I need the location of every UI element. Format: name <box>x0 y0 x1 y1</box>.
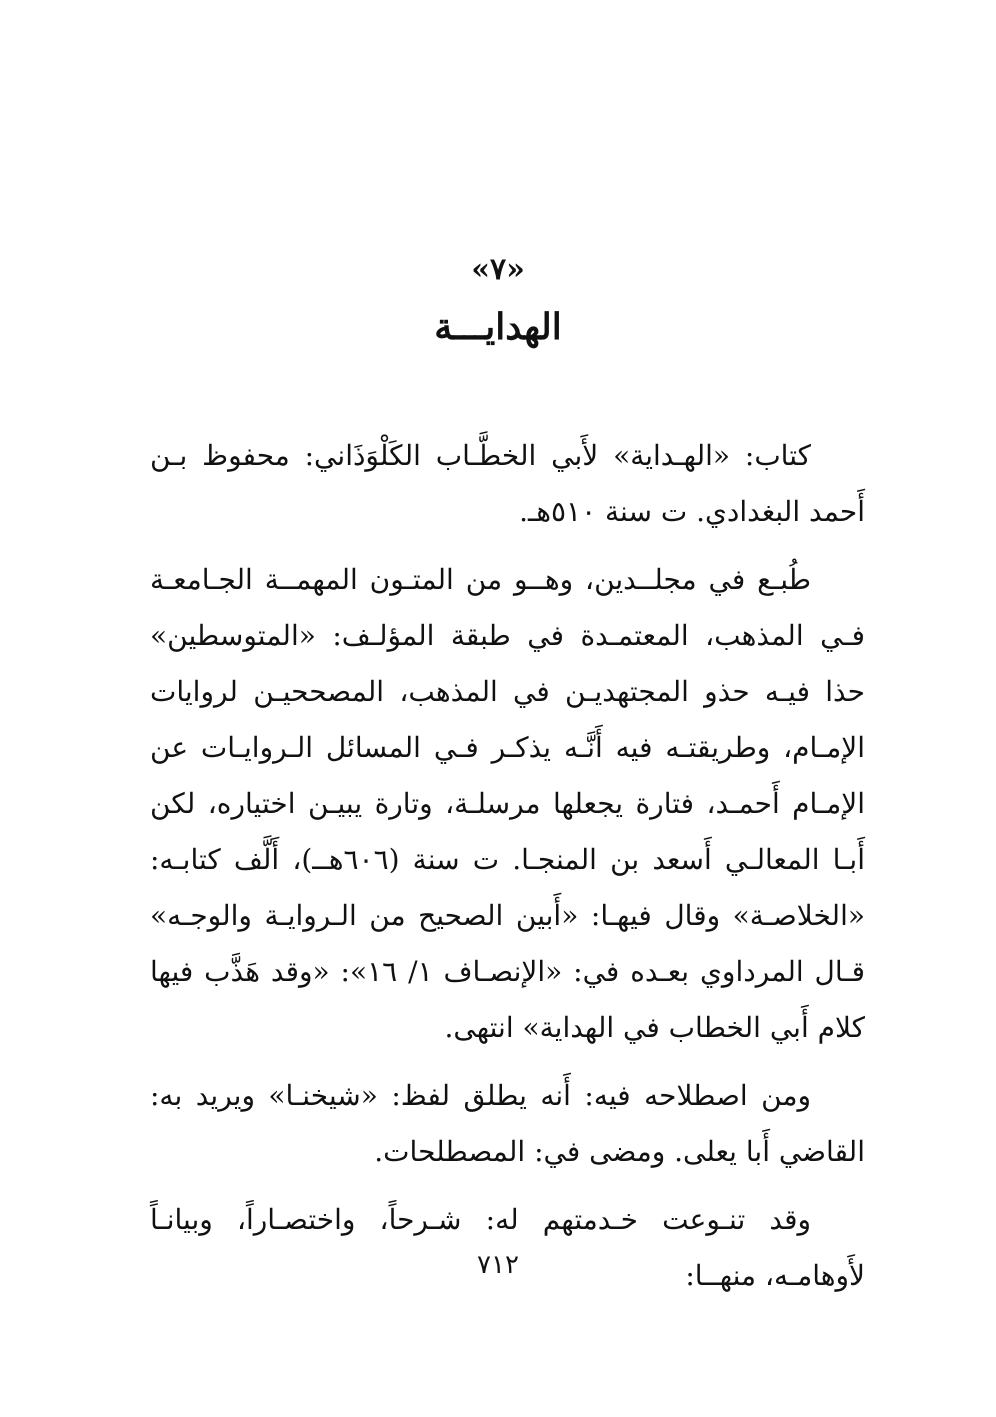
paragraph: كتاب: «الهـداية» لأَبي الخطَّـاب الكَلْوَذَاني: محفوظ بـن أَحمد البغدادي. ت سنة ٥١٠هـ. <box>150 439 865 528</box>
body-text <box>150 428 865 1316</box>
paragraph: طُبـع في مجلــدين، وهــو من المتـون المهمــة الجـامعـة فـي المذهب، المعتمـدة في طبقة المؤلـف: «المتوسطين» حذا فيـه حذو المجتهديـن في المذهب، المصححيـن لروايات الإمـام، وطريقتـه فيه أَنَّـه يذكـر فـي المسائل الـروايـات عن الإمـام أَحمـد، فتارة يجعلها مرسلـة، وتارة يبيـن اختياره، لكن أَبـا المعالـي أَسعد بن المنجـا. ت سنة (٦٠٦هــ)، أَلَّف كتابـه: «الخلاصـة» وقال فيهـا: «أَبين الصحيح من الـروايـة والوجـه» قـال المرداوي بعـده في: «الإنصـاف ١/ ١٦»: «وقد هَذَّب فيها كلام أَبي الخطاب في الهداية» انتهى. <box>150 563 866 1044</box>
section-number: «٧» <box>471 252 525 287</box>
section-title: الهدايـــة <box>434 306 562 348</box>
paragraph: وقد تنـوعت خـدمتهم له: شـرحاً، واختصـاراً، وبيانـاً لأَوهامـه، منهــا: <box>150 1203 865 1292</box>
paragraph: ومن اصطلاحه فيه: أَنه يطلق لفظ: «شيخنـا» ويريد به: القاضي أَبا يعلى. ومضى في: المصطلحات. <box>150 1079 865 1168</box>
page-number: ٧١٢ <box>477 1250 519 1280</box>
